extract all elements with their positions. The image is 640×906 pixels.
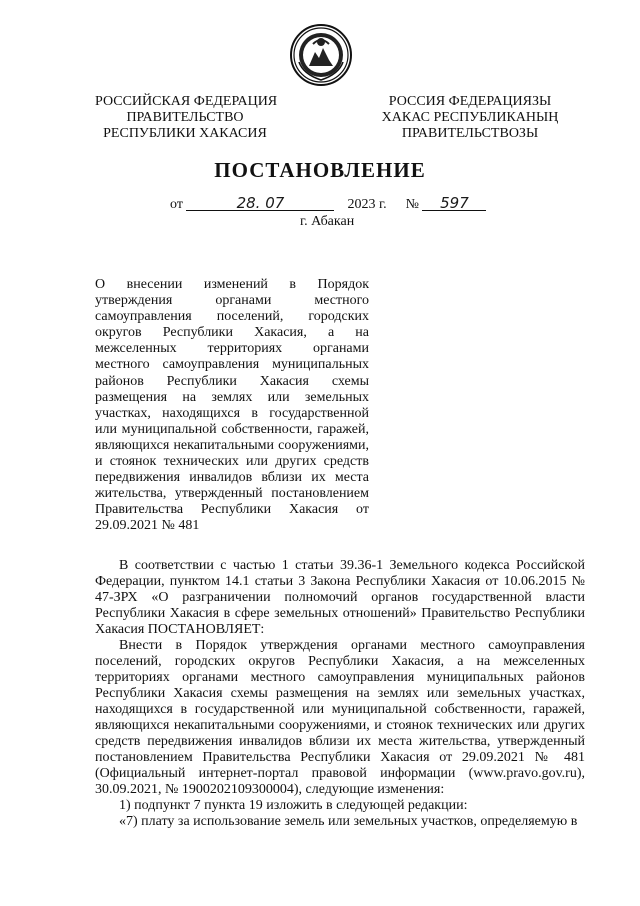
header-left-line: РОССИЙСКАЯ ФЕДЕРАЦИЯ xyxy=(95,94,278,109)
body-paragraph: В соответствии с частью 1 статьи 39.36-1 Земельного кодекса Российской Федерации, пунктом 14.1 статьи 3 Закона Республики Хакасия от 10.06.2015 № 47-ЗРХ «О разграничении полномочий органов государственной власти Республики Хакасия в сфере земельных отношений» Правительство Республики Хакасия ПОСТАНОВЛЯЕТ: xyxy=(95,558,585,637)
body-paragraph: 1) подпункт 7 пункта 19 изложить в следующей редакции: xyxy=(119,798,468,813)
date-number-line xyxy=(170,196,486,213)
header-right-line: РОССИЯ ФЕДЕРАЦИЯЗЫ xyxy=(388,94,552,109)
header-right-block xyxy=(370,94,570,142)
body-paragraph: «7) плату за использование земель или земельных участков, определяемую в xyxy=(119,814,578,829)
header-right-line: ПРАВИТЕЛЬСТВОЗЫ xyxy=(401,126,539,141)
header-right-line: ХАКАС РЕСПУБЛИКАНЫҢ xyxy=(381,110,559,125)
document-body xyxy=(95,558,585,830)
number-prefix: № xyxy=(405,197,419,212)
body-paragraph: Внести в Порядок утверждения органами местного самоуправления поселений, городских округов Республики Хакасия, а на межселенных территориях органами местного самоуправления муниципальных районов Республики Хакасия схемы размещения на землях или земельных участках, находящихся в государственной или муниципальной собственности, гаражей, являющихся некапитальными сооружениями, и стоянок технических или других средств передвижения инвалидов вблизи их места жительства, утвержденный постановлением Правительства Республики Хакасия от 29.09.2021 № 481 (Официальный интернет-портал правовой информации (www.pravo.gov.ru), 30.09.2021, № 1900202109300004), следующие изменения: xyxy=(95,638,585,797)
coat-of-arms-emblem xyxy=(289,22,353,88)
handwritten-number: 597 xyxy=(422,196,486,211)
document-title: ПОСТАНОВЛЕНИЕ xyxy=(214,158,426,182)
header-left-block xyxy=(95,94,278,142)
handwritten-date: 28. 07 xyxy=(186,196,334,211)
city-label: г. Абакан xyxy=(300,214,355,229)
document-subject: О внесении изменений в Порядок утверждения органами местного самоуправления поселений, городских округов Республики Хакасия, а на межселенных территориях органами местного самоуправления муниципальных районов Республики Хакасия схемы размещения на землях или земельных участках, находящихся в государственной или муниципальной собственности, гаражей, являющихся некапитальными сооружениями, и стоянок технических или других средств передвижения инвалидов вблизи их места жительства, утвержденный постановлением Правительства Республики Хакасия от 29.09.2021 № 481 xyxy=(95,277,369,534)
header-left-line: РЕСПУБЛИКИ ХАКАСИЯ xyxy=(103,126,267,141)
header-left-line: ПРАВИТЕЛЬСТВО xyxy=(126,110,244,125)
year-label: 2023 г. xyxy=(347,197,387,212)
date-prefix: от xyxy=(170,197,183,212)
